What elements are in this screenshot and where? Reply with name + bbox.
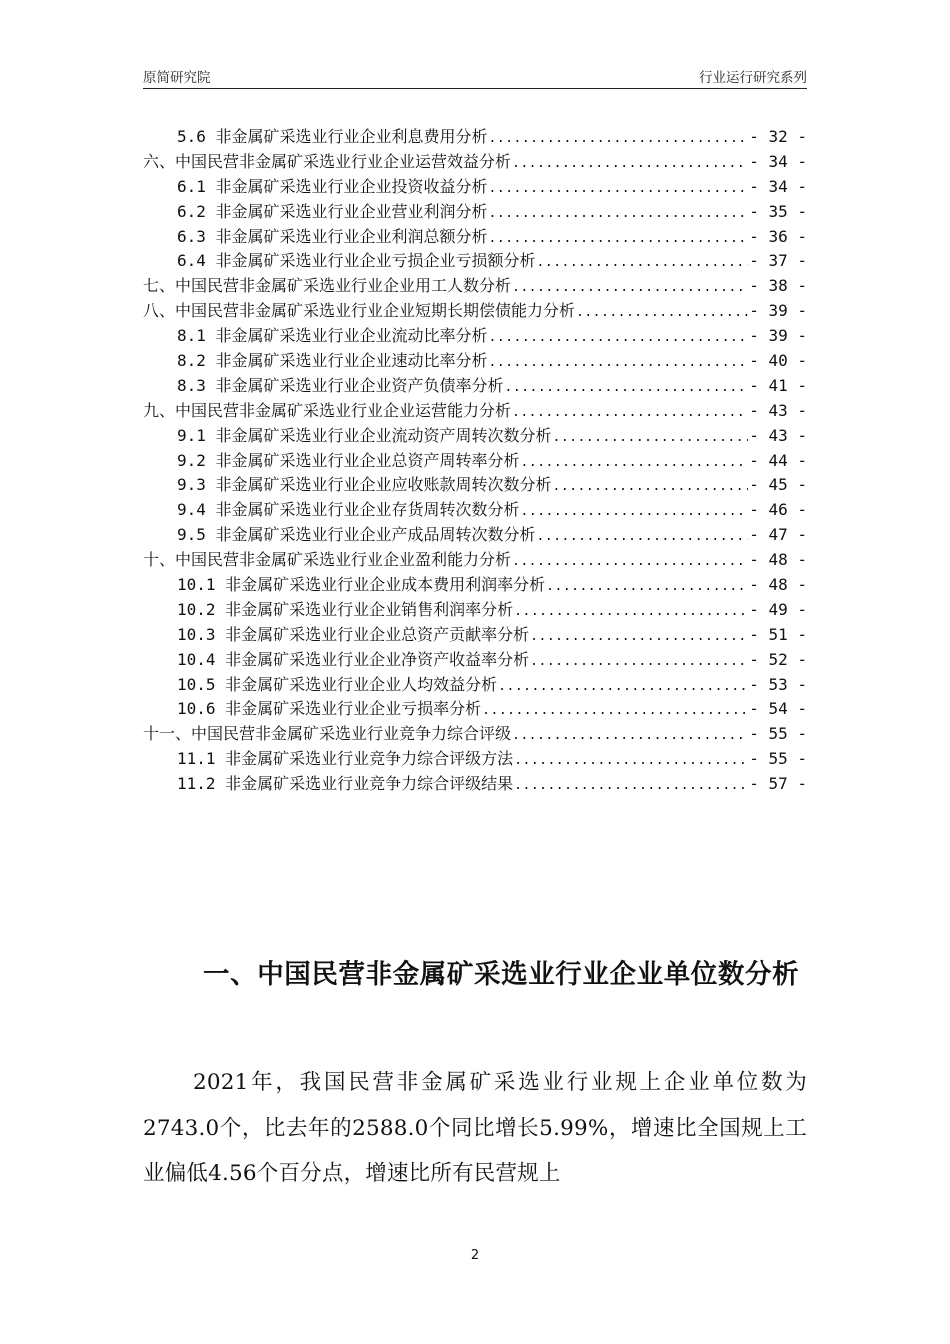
toc-entry-page: - 41 -: [749, 375, 807, 395]
toc-entry[interactable]: [143, 623, 807, 648]
page-header: [143, 66, 807, 89]
toc-entry-page: - 57 -: [749, 774, 807, 794]
toc-entry-page: - 36 -: [749, 226, 807, 246]
toc-dot-leader: [576, 301, 748, 324]
toc-entry[interactable]: [143, 697, 807, 722]
section-heading: 一、中国民营非金属矿采选业行业企业单位数分析: [203, 959, 800, 990]
toc-entry[interactable]: [143, 498, 807, 523]
toc-entry-page: - 55 -: [749, 724, 807, 744]
toc-entry-title: 10.5 非金属矿采选业行业企业人均效益分析: [177, 674, 498, 694]
toc-entry[interactable]: [143, 399, 807, 424]
toc-entry-page: - 47 -: [749, 525, 807, 545]
toc-entry[interactable]: [143, 473, 807, 498]
toc-entry-title: 十、中国民营非金属矿采选业行业企业盈利能力分析: [143, 550, 512, 570]
toc-dot-leader: [537, 251, 749, 274]
toc-entry-title: 九、中国民营非金属矿采选业行业企业运营能力分析: [143, 400, 512, 420]
toc-dot-leader: [521, 500, 749, 523]
toc-dot-leader: [489, 177, 749, 200]
toc-entry-title: 10.2 非金属矿采选业行业企业销售利润率分析: [177, 599, 514, 619]
toc-entry-title: 9.5 非金属矿采选业行业企业产成品周转次数分析: [177, 525, 536, 545]
toc-entry[interactable]: [143, 747, 807, 772]
toc-entry[interactable]: [143, 722, 807, 747]
toc-entry-page: - 35 -: [749, 201, 807, 221]
toc-entry[interactable]: [143, 424, 807, 449]
toc-dot-leader: [489, 227, 749, 250]
toc-entry-page: - 55 -: [749, 749, 807, 769]
toc-entry-page: - 51 -: [749, 624, 807, 644]
toc-entry-title: 七、中国民营非金属矿采选业行业企业用工人数分析: [143, 276, 512, 296]
toc-entry-page: - 45 -: [749, 475, 807, 495]
toc-dot-leader: [512, 550, 748, 573]
toc-entry-page: - 52 -: [749, 649, 807, 669]
toc-entry-title: 10.3 非金属矿采选业行业企业总资产贡献率分析: [177, 624, 530, 644]
toc-dot-leader: [514, 749, 748, 772]
toc-entry-title: 10.4 非金属矿采选业行业企业净资产收益率分析: [177, 649, 530, 669]
page-number: 2: [470, 1248, 480, 1263]
toc-entry-page: - 43 -: [749, 425, 807, 445]
toc-dot-leader: [489, 202, 749, 225]
toc-entry-title: 8.3 非金属矿采选业行业企业资产负债率分析: [177, 375, 504, 395]
toc-entry-title: 8.1 非金属矿采选业行业企业流动比率分析: [177, 326, 488, 346]
toc-entry-title: 6.2 非金属矿采选业行业企业营业利润分析: [177, 201, 488, 221]
toc-entry-page: - 38 -: [749, 276, 807, 296]
toc-entry[interactable]: [143, 449, 807, 474]
toc-dot-leader: [546, 575, 748, 598]
toc-entry-title: 十一、中国民营非金属矿采选业行业竞争力综合评级: [143, 724, 512, 744]
toc-dot-leader: [512, 724, 748, 747]
header-organization: 原简研究院: [143, 70, 211, 86]
toc-entry-page: - 43 -: [749, 400, 807, 420]
toc-entry-page: - 46 -: [749, 500, 807, 520]
toc-entry-title: 八、中国民营非金属矿采选业行业企业短期长期偿债能力分析: [143, 301, 576, 321]
toc-entry-title: 6.1 非金属矿采选业行业企业投资收益分析: [177, 176, 488, 196]
body-paragraph: 2021年，我国民营非金属矿采选业行业规上企业单位数为2743.0个，比去年的2588.0个同比增长5.99%，增速比全国规上工业偏低4.56个百分点，增速比所有民营规上: [143, 1070, 807, 1186]
toc-entry-title: 8.2 非金属矿采选业行业企业速动比率分析: [177, 351, 488, 371]
toc-entry-title: 11.1 非金属矿采选业行业竞争力综合评级方法: [177, 749, 514, 769]
toc-entry[interactable]: [143, 200, 807, 225]
toc-entry[interactable]: [143, 175, 807, 200]
toc-entry-title: 六、中国民营非金属矿采选业行业企业运营效益分析: [143, 151, 512, 171]
toc-entry-title: 9.1 非金属矿采选业行业企业流动资产周转次数分析: [177, 425, 552, 445]
toc-entry[interactable]: [143, 299, 807, 324]
toc-entry[interactable]: [143, 125, 807, 150]
toc-entry-page: - 34 -: [749, 176, 807, 196]
toc-entry[interactable]: [143, 249, 807, 274]
toc-entry-title: 10.6 非金属矿采选业行业企业亏损率分析: [177, 699, 482, 719]
toc-dot-leader: [530, 650, 748, 673]
toc-dot-leader: [512, 401, 748, 424]
toc-entry[interactable]: [143, 523, 807, 548]
toc-entry-title: 11.2 非金属矿采选业行业竞争力综合评级结果: [177, 774, 514, 794]
toc-entry-page: - 44 -: [749, 450, 807, 470]
toc-entry[interactable]: [143, 548, 807, 573]
toc-entry[interactable]: [143, 648, 807, 673]
toc-entry-title: 10.1 非金属矿采选业行业企业成本费用利润率分析: [177, 575, 546, 595]
toc-dot-leader: [514, 600, 748, 623]
toc-entry[interactable]: [143, 349, 807, 374]
toc-dot-leader: [512, 276, 748, 299]
toc-dot-leader: [489, 326, 749, 349]
toc-entry-title: 5.6 非金属矿采选业行业企业利息费用分析: [177, 127, 488, 146]
toc-dot-leader: [512, 152, 748, 175]
toc-dot-leader: [489, 127, 749, 150]
toc-entry-page: - 54 -: [749, 699, 807, 719]
toc-entry-title: 9.2 非金属矿采选业行业企业总资产周转率分析: [177, 450, 520, 470]
toc-entry-page: - 37 -: [749, 251, 807, 271]
toc-dot-leader: [537, 525, 749, 548]
toc-entry-page: - 48 -: [749, 575, 807, 595]
toc-entry-page: - 49 -: [749, 599, 807, 619]
toc-entry-title: 6.3 非金属矿采选业行业企业利润总额分析: [177, 226, 488, 246]
toc-dot-leader: [482, 699, 748, 722]
toc-entry-title: 6.4 非金属矿采选业行业企业亏损企业亏损额分析: [177, 251, 536, 271]
toc-dot-leader: [489, 351, 749, 374]
toc-entry[interactable]: [143, 673, 807, 698]
toc-entry-title: 9.4 非金属矿采选业行业企业存货周转次数分析: [177, 500, 520, 520]
toc-entry-page: - 32 -: [749, 127, 807, 146]
toc-entry[interactable]: [143, 374, 807, 399]
toc-dot-leader: [498, 675, 748, 698]
toc-entry[interactable]: [143, 150, 807, 175]
toc-entry-title: 9.3 非金属矿采选业行业企业应收账款周转次数分析: [177, 475, 552, 495]
toc-entry[interactable]: [143, 225, 807, 250]
toc-entry-page: - 53 -: [749, 674, 807, 694]
toc-dot-leader: [553, 426, 749, 449]
toc-entry[interactable]: [143, 573, 807, 598]
toc-dot-leader: [530, 625, 748, 648]
toc-dot-leader: [505, 376, 749, 399]
toc-entry[interactable]: [143, 772, 807, 797]
toc-entry[interactable]: [143, 274, 807, 299]
table-of-contents: [143, 125, 807, 797]
toc-dot-leader: [553, 475, 749, 498]
toc-dot-leader: [521, 451, 749, 474]
toc-entry[interactable]: [143, 598, 807, 623]
toc-entry-page: - 40 -: [749, 351, 807, 371]
toc-entry-page: - 39 -: [749, 326, 807, 346]
toc-entry-page: - 48 -: [749, 550, 807, 570]
toc-entry[interactable]: [143, 324, 807, 349]
toc-entry-page: - 34 -: [749, 151, 807, 171]
toc-entry-page: - 39 -: [749, 301, 807, 321]
header-series-title: 行业运行研究系列: [699, 70, 807, 86]
toc-dot-leader: [514, 774, 748, 797]
